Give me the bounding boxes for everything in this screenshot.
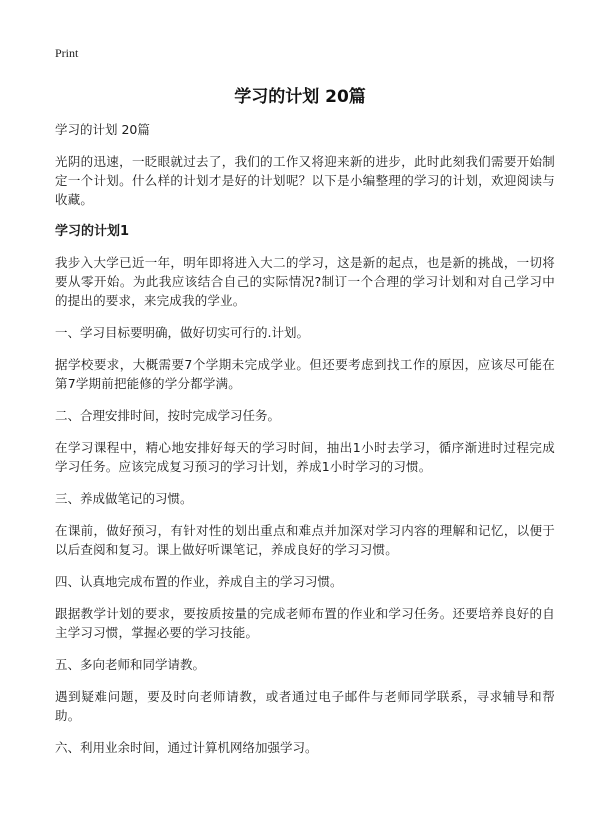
document-title: 学习的计划 20篇 xyxy=(234,87,366,107)
section-heading: 学习的计划1 xyxy=(55,224,130,239)
section-opening: 我步入大学已近一年，明年即将进入大二的学习，这是新的起点，也是新的挑战，一切将要从零开始。为此我应该结合自己的实际情况?制订一个合理的学习计划和对自己学习中的提出的要求，来完成我的学业。 xyxy=(55,255,555,308)
point-detail: 在课前，做好预习，有针对性的划出重点和难点并加深对学习内容的理解和记忆，以便于以后查阅和复习。课上做好听课笔记，养成良好的学习习惯。 xyxy=(55,523,555,557)
document-body xyxy=(55,120,555,770)
point-heading: 二、合理安排时间，按时完成学习任务。 xyxy=(55,408,281,423)
point-detail: 遇到疑难问题，要及时向老师请教，或者通过电子邮件与老师同学联系，寻求辅导和帮助。 xyxy=(55,689,555,723)
point-heading: 六、利用业余时间，通过计算机网络加强学习。 xyxy=(55,740,318,755)
subtitle: 学习的计划 20篇 xyxy=(55,122,150,137)
point-detail: 跟据教学计划的要求，要按质按量的完成老师布置的作业和学习任务。还要培养良好的自主学习习惯，掌握必要的学习技能。 xyxy=(55,606,555,640)
point-heading: 三、养成做笔记的习惯。 xyxy=(55,491,193,506)
print-label[interactable]: Print xyxy=(55,46,79,60)
point-heading: 四、认真地完成布置的作业，养成自主的学习习惯。 xyxy=(55,574,343,589)
point-detail: 据学校要求，大概需要7个学期未完成学业。但还要考虑到找工作的原因，应该尽可能在第7学期前把能修的学分都学满。 xyxy=(55,357,555,391)
intro-paragraph: 光阴的迅速，一眨眼就过去了，我们的工作又将迎来新的进步，此时此刻我们需要开始制定一个计划。什么样的计划才是好的计划呢？以下是小编整理的学习的计划，欢迎阅读与收藏。 xyxy=(55,154,555,207)
point-heading: 五、多向老师和同学请教。 xyxy=(55,657,206,672)
point-heading: 一、学习目标要明确，做好切实可行的.计划。 xyxy=(55,325,309,340)
point-detail: 在学习课程中，精心地安排好每天的学习时间，抽出1小时去学习，循序渐进时过程完成学习任务。应该完成复习预习的学习计划，养成1小时学习的习惯。 xyxy=(55,440,555,474)
